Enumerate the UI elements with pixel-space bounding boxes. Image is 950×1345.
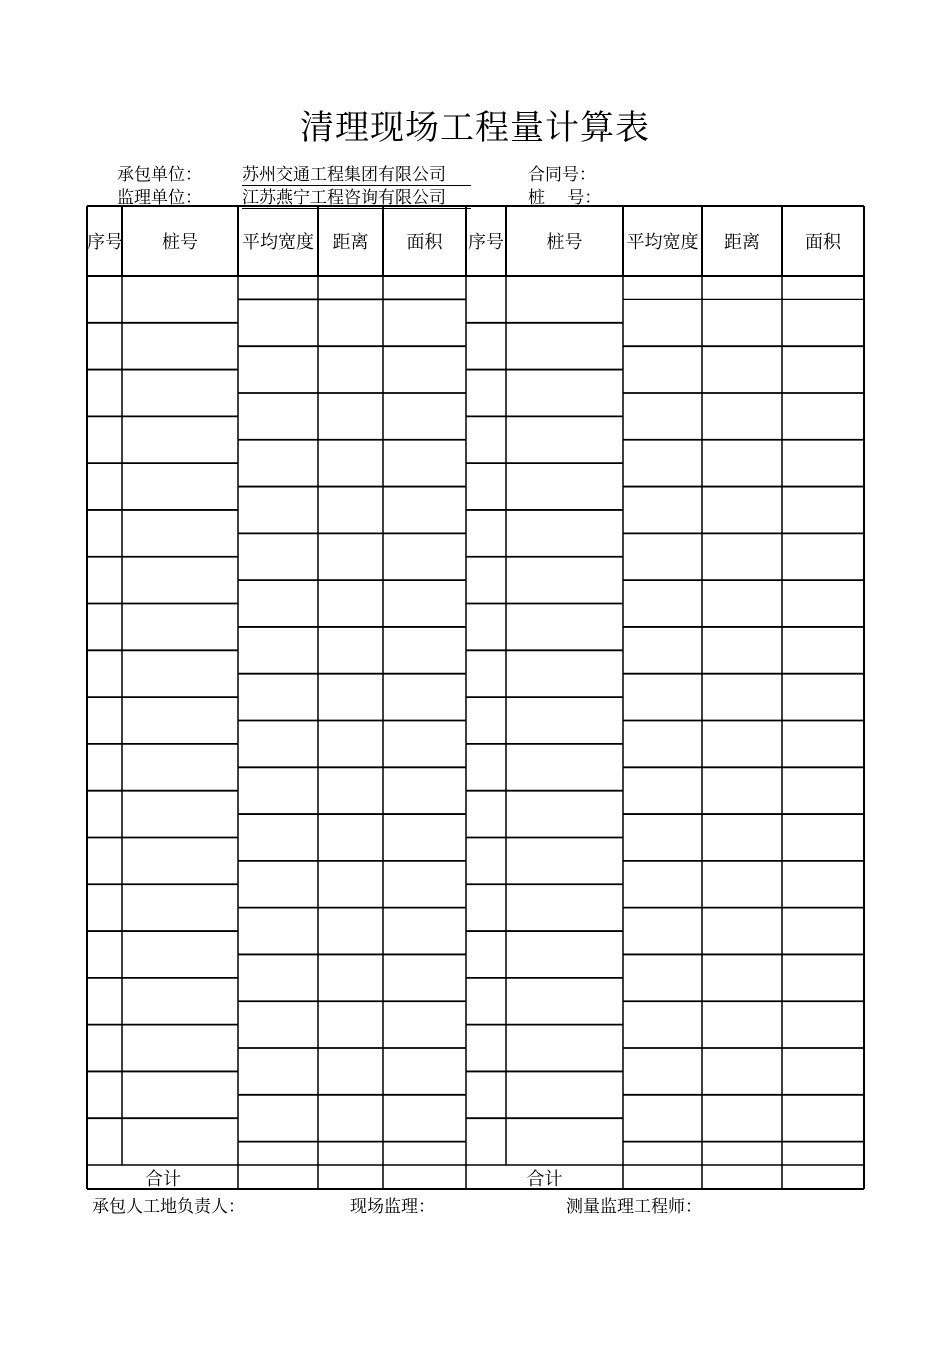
header-station-left: 桩号 <box>162 232 198 253</box>
total-label-right: 合计 <box>526 1169 563 1190</box>
contractor-label: 承包单位： <box>117 165 202 185</box>
header-distance-right: 距离 <box>724 232 760 253</box>
header-avg-width-right: 平均宽度 <box>626 232 699 253</box>
header-distance-left: 距离 <box>332 232 369 253</box>
contractor-site-lead-label: 承包人工地负责人： <box>92 1197 245 1217</box>
contractor-value: 苏州交通工程集团有限公司 <box>242 160 471 186</box>
survey-engineer-label: 测量监理工程师： <box>566 1197 702 1217</box>
contract-no-label: 合同号： <box>528 165 596 185</box>
supervisor-label: 监理单位： <box>117 188 202 208</box>
header-area-left: 面积 <box>406 232 443 253</box>
site-supervisor-label: 现场监理： <box>350 1197 435 1217</box>
page-title: 清理现场工程量计算表 <box>300 108 650 148</box>
header-station-right: 桩号 <box>546 232 583 253</box>
header-seq-left: 序号 <box>87 232 123 253</box>
total-label-left: 合计 <box>145 1169 181 1190</box>
supervisor-value: 江苏燕宁工程咨询有限公司 <box>242 183 471 209</box>
station-label: 桩 号： <box>528 188 602 208</box>
header-seq-right: 序号 <box>468 232 504 253</box>
header-avg-width-left: 平均宽度 <box>242 232 314 253</box>
header-area-right: 面积 <box>805 232 841 253</box>
